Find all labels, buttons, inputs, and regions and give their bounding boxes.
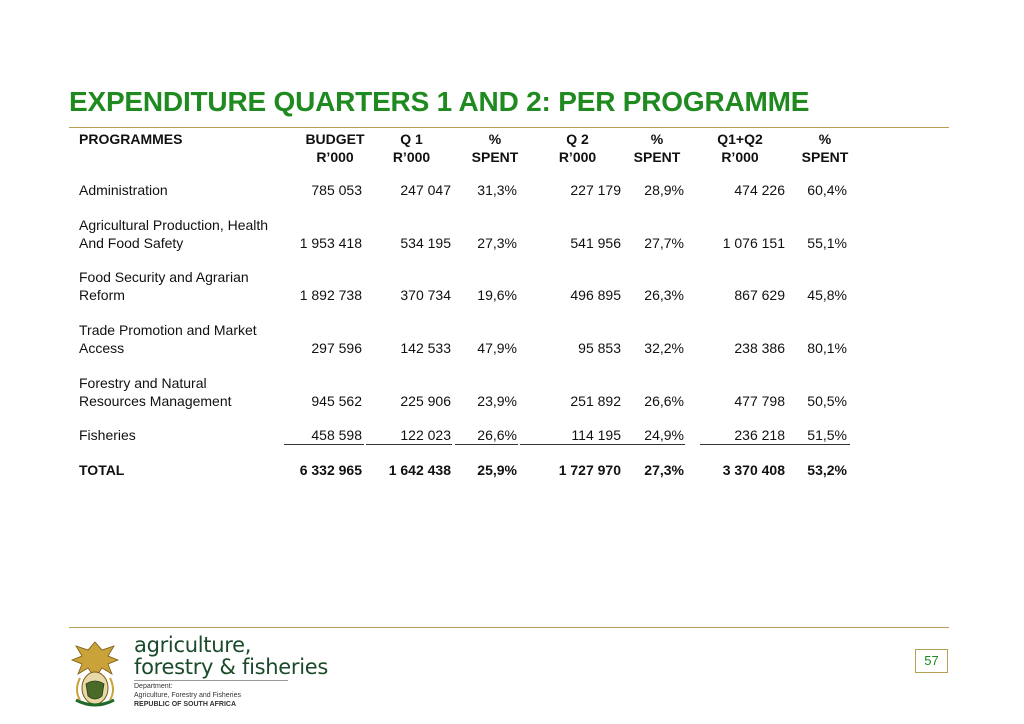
cell-q2-pct: 26,6% <box>644 393 684 409</box>
subtotal-underline <box>284 444 364 445</box>
cell-q1q2: 238 386 <box>734 340 785 356</box>
cell-q1q2-pct: 51,5% <box>807 427 847 443</box>
coat-of-arms-icon <box>68 638 122 710</box>
header-q1q2-pct: SPENT <box>801 149 849 165</box>
cell-q1-pct: 23,9% <box>477 393 517 409</box>
cell-q1: 122 023 <box>400 427 451 443</box>
total-q2: 1 727 970 <box>558 462 621 478</box>
header-q1-pct: SPENT <box>471 149 519 165</box>
total-q2-pct: 27,3% <box>644 462 684 478</box>
cell-q1: 142 533 <box>400 340 451 356</box>
cell-q1-pct: 47,9% <box>477 340 517 356</box>
page-title: EXPENDITURE QUARTERS 1 AND 2: PER PROGRAMME <box>69 86 810 117</box>
cell-q1q2: 867 629 <box>734 287 785 303</box>
subtotal-underline <box>520 444 622 445</box>
subtotal-underline <box>455 444 518 445</box>
logo-divider <box>134 680 288 681</box>
cell-q2-pct: 32,2% <box>644 340 684 356</box>
total-q1q2-pct: 53,2% <box>807 462 847 478</box>
footer-divider <box>69 627 949 628</box>
row-name: Agricultural Production, Health <box>79 217 269 233</box>
cell-q1: 534 195 <box>400 235 451 251</box>
cell-q2-pct: 26,3% <box>644 287 684 303</box>
cell-q2: 95 853 <box>578 340 621 356</box>
cell-q1-pct: 31,3% <box>477 182 517 198</box>
cell-q2: 251 892 <box>570 393 621 409</box>
cell-q1: 370 734 <box>400 287 451 303</box>
total-label: TOTAL <box>79 462 125 478</box>
subtotal-underline <box>366 444 452 445</box>
header-q2: Q 2 <box>566 131 589 147</box>
row-name: And Food Safety <box>79 235 184 251</box>
cell-q1q2: 474 226 <box>734 182 785 198</box>
header-q1q2: R’000 <box>721 149 759 165</box>
header-q2-pct: SPENT <box>633 149 681 165</box>
cell-budget: 297 596 <box>311 340 362 356</box>
header-budget: BUDGET <box>305 131 365 147</box>
row-name: Reform <box>79 287 125 303</box>
logo-text-line1: agriculture, <box>134 633 252 657</box>
cell-q2: 496 895 <box>570 287 621 303</box>
cell-q1q2-pct: 45,8% <box>807 287 847 303</box>
cell-q2: 541 956 <box>570 235 621 251</box>
row-name: Fisheries <box>79 427 136 443</box>
title-divider <box>69 127 949 128</box>
cell-q1q2-pct: 80,1% <box>807 340 847 356</box>
cell-q1: 225 906 <box>400 393 451 409</box>
header-q2-pct: % <box>650 131 664 147</box>
header-q2: R’000 <box>558 149 597 165</box>
row-name: Food Security and Agrarian <box>79 269 249 285</box>
row-name: Forestry and Natural <box>79 375 207 391</box>
header-budget: R’000 <box>316 149 354 165</box>
cell-q1q2-pct: 55,1% <box>807 235 847 251</box>
row-name: Access <box>79 340 125 356</box>
cell-q2-pct: 24,9% <box>644 427 684 443</box>
header-q1q2-pct: % <box>818 131 832 147</box>
cell-budget: 1 892 738 <box>299 287 362 303</box>
cell-q1-pct: 27,3% <box>477 235 517 251</box>
cell-budget: 458 598 <box>311 427 362 443</box>
cell-q2-pct: 27,7% <box>644 235 684 251</box>
country-name: REPUBLIC OF SOUTH AFRICA <box>134 701 237 708</box>
cell-q1q2: 1 076 151 <box>722 235 785 251</box>
cell-q1-pct: 19,6% <box>477 287 517 303</box>
cell-q2: 227 179 <box>570 182 621 198</box>
header-q1: R’000 <box>392 149 431 165</box>
header-q1q2: Q1+Q2 <box>717 131 763 147</box>
row-name: Administration <box>79 182 168 198</box>
cell-budget: 785 053 <box>311 182 362 198</box>
cell-budget: 945 562 <box>311 393 362 409</box>
total-q1-pct: 25,9% <box>477 462 517 478</box>
logo-text-line2: forestry & fisheries <box>134 655 329 679</box>
cell-q1q2: 477 798 <box>734 393 785 409</box>
header-programmes: PROGRAMMES <box>79 131 183 147</box>
subtotal-underline <box>700 444 786 445</box>
header-q1-pct: % <box>488 131 502 147</box>
total-budget: 6 332 965 <box>299 462 362 478</box>
subtotal-underline <box>786 444 850 445</box>
cell-q1q2-pct: 60,4% <box>807 182 847 198</box>
cell-q2-pct: 28,9% <box>644 182 684 198</box>
row-name: Trade Promotion and Market <box>79 322 257 338</box>
cell-q1q2: 236 218 <box>734 427 785 443</box>
cell-q1-pct: 26,6% <box>477 427 517 443</box>
total-q1: 1 642 438 <box>388 462 451 478</box>
total-q1q2: 3 370 408 <box>722 462 785 478</box>
row-name: Resources Management <box>79 393 232 409</box>
cell-q1: 247 047 <box>400 182 451 198</box>
cell-budget: 1 953 418 <box>299 235 362 251</box>
dept-name: Agriculture, Forestry and Fisheries <box>134 692 241 699</box>
dept-label: Department: <box>134 683 173 690</box>
cell-q1q2-pct: 50,5% <box>807 393 847 409</box>
cell-q2: 114 195 <box>571 427 621 443</box>
page-number: 57 <box>915 649 948 673</box>
subtotal-underline <box>622 444 685 445</box>
header-q1: Q 1 <box>400 131 423 147</box>
